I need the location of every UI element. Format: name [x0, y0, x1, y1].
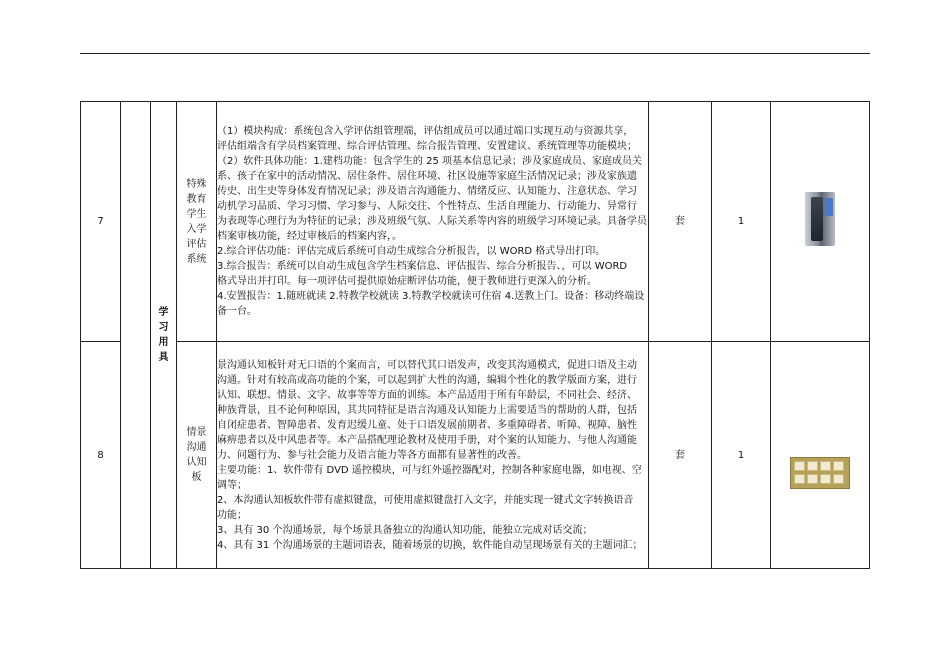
name-line: 系统 — [186, 253, 207, 265]
name-line: 特殊 — [186, 178, 207, 190]
description-line: 4.安置报告：1.随班就读 2.特教学校就读 3.特教学校就读可住宿 4.送教上门。设备：移动终端设 — [217, 291, 645, 302]
name-line: 沟通 — [186, 442, 207, 453]
name-line: 学生 — [186, 208, 207, 220]
row-number: 8 — [81, 342, 121, 569]
table-row — [81, 342, 870, 569]
communication-board-photo-icon — [790, 457, 850, 489]
description-line: 主要功能：1、软件带有 DVD 遥控模块，可与红外遥控器配对，控制各种家庭电器，如电视、空 — [217, 464, 642, 476]
description-line: 自闭症患者、智障患者、发育迟缓儿童、处于口语发展前期者、多重障碍者、听障、视障、脑性 — [217, 419, 637, 431]
name-line: 入学 — [186, 223, 207, 235]
category-cell — [151, 102, 177, 569]
description-line: 景沟通认知板针对无口语的个案而言，可以替代其口语发声，改变其沟通模式，促进口语及主动 — [217, 359, 637, 371]
name-line: 情景 — [186, 427, 207, 438]
name-line: 教育 — [186, 193, 207, 205]
description-line: 系、孩子在家中的活动情况、居住条件、居住环境、社区设施等家庭生活情况记录；涉及家族遗 — [217, 171, 637, 182]
description-line: 3、具有 30 个沟通场景，每个场景具备独立的沟通认知功能，能独立完成对话交流； — [217, 524, 593, 536]
category-char: 用 — [158, 337, 169, 348]
unit-cell: 套 — [649, 342, 712, 569]
description-line: 2.综合评估功能：评估完成后系统可自动生成综合分析报告，以 WORD 格式导出打印。 — [217, 246, 606, 257]
name-line: 评估 — [186, 238, 207, 250]
name-line: 板 — [191, 472, 202, 483]
phone-device-photo-icon — [805, 192, 835, 246]
item-description — [217, 102, 649, 342]
equipment-spec-table — [80, 101, 870, 569]
description-line: （1）模块构成：系统包含入学评估组管理端，评估组成员可以通过端口实现互动与资源共享， — [217, 126, 634, 137]
description-line: 为表现等心理行为为特征的记录；涉及班级气氛、人际关系等内容的班级学习环境记录。具备学员 — [217, 216, 647, 227]
description-line: 麻痹患者以及中风患者等。本产品搭配理论教材及使用手册，对个案的认知能力、与他人沟通能 — [217, 434, 637, 446]
category-char: 习 — [158, 322, 169, 333]
item-description — [217, 342, 649, 569]
description-line: 种族背景，且不论何种原因，其共同特征是语言沟通及认知能力上需要适当的帮助的人群，包括 — [217, 404, 637, 416]
blank-cell — [121, 102, 151, 569]
item-name — [177, 342, 217, 569]
description-line: 格式导出并打印。每一项评估可提供原始症断评估功能，便于教师进行更深入的分析。 — [217, 276, 597, 287]
product-image-cell — [771, 102, 870, 342]
description-line: 备一台。 — [217, 306, 257, 317]
description-line: 认知、联想、情景、文字、故事等等方面的训练。本产品适用于所有年龄层，不同社会、经济、 — [217, 389, 637, 401]
category-char: 学 — [158, 307, 169, 318]
unit-cell: 套 — [649, 102, 712, 342]
header-rule — [80, 53, 870, 54]
category-char: 具 — [158, 352, 169, 363]
description-line: 评估组端含有学员档案管理、综合评估管理、综合报告管理、安置建议、系统管理等功能模块； — [217, 141, 637, 152]
description-line: 沟通。针对有较高或高功能的个案，可以起到扩大性的沟通，编辑个性化的教学版面方案，进行 — [217, 374, 637, 386]
description-line: 档案审核功能，经过审核后的档案内容，。 — [217, 231, 402, 242]
table-row — [81, 102, 870, 342]
name-line: 认知 — [186, 457, 207, 468]
product-image-cell — [771, 342, 870, 569]
description-line: 3.综合报告：系统可以自动生成包含学生档案信息、评估报告、综合分析报告、，可以 WORD — [217, 261, 628, 272]
quantity-cell: 1 — [712, 342, 771, 569]
quantity-cell: 1 — [712, 102, 771, 342]
row-number: 7 — [81, 102, 121, 342]
description-line: 传史、出生史等身体发育情况记录；涉及语言沟通能力、情绪反应、认知能力、注意状态、学习 — [217, 186, 637, 197]
item-name — [177, 102, 217, 342]
description-line: 力、问题行为、参与社会能力及语言能力等各方面都有显著性的改善。 — [217, 449, 527, 461]
description-line: 调等； — [217, 479, 247, 491]
description-line: 功能； — [217, 509, 247, 521]
description-line: 4、具有 31 个沟通场景的主题词语表，随着场景的切换，软件能自动呈现场景有关的主题词汇； — [217, 539, 643, 551]
description-line: 2、本沟通认知板软件带有虚拟键盘，可使用虚拟键盘打入文字，并能实现一键式文字转换语音 — [217, 494, 634, 506]
description-line: 动机学习品质、学习习惯、学习参与、人际交往、个性特点、生活自理能力、行动能力、异常行 — [217, 201, 637, 212]
description-line: （2）软件具体功能：1.建档功能：包含学生的 25 项基本信息记录；涉及家庭成员、家庭成员关 — [217, 156, 642, 167]
